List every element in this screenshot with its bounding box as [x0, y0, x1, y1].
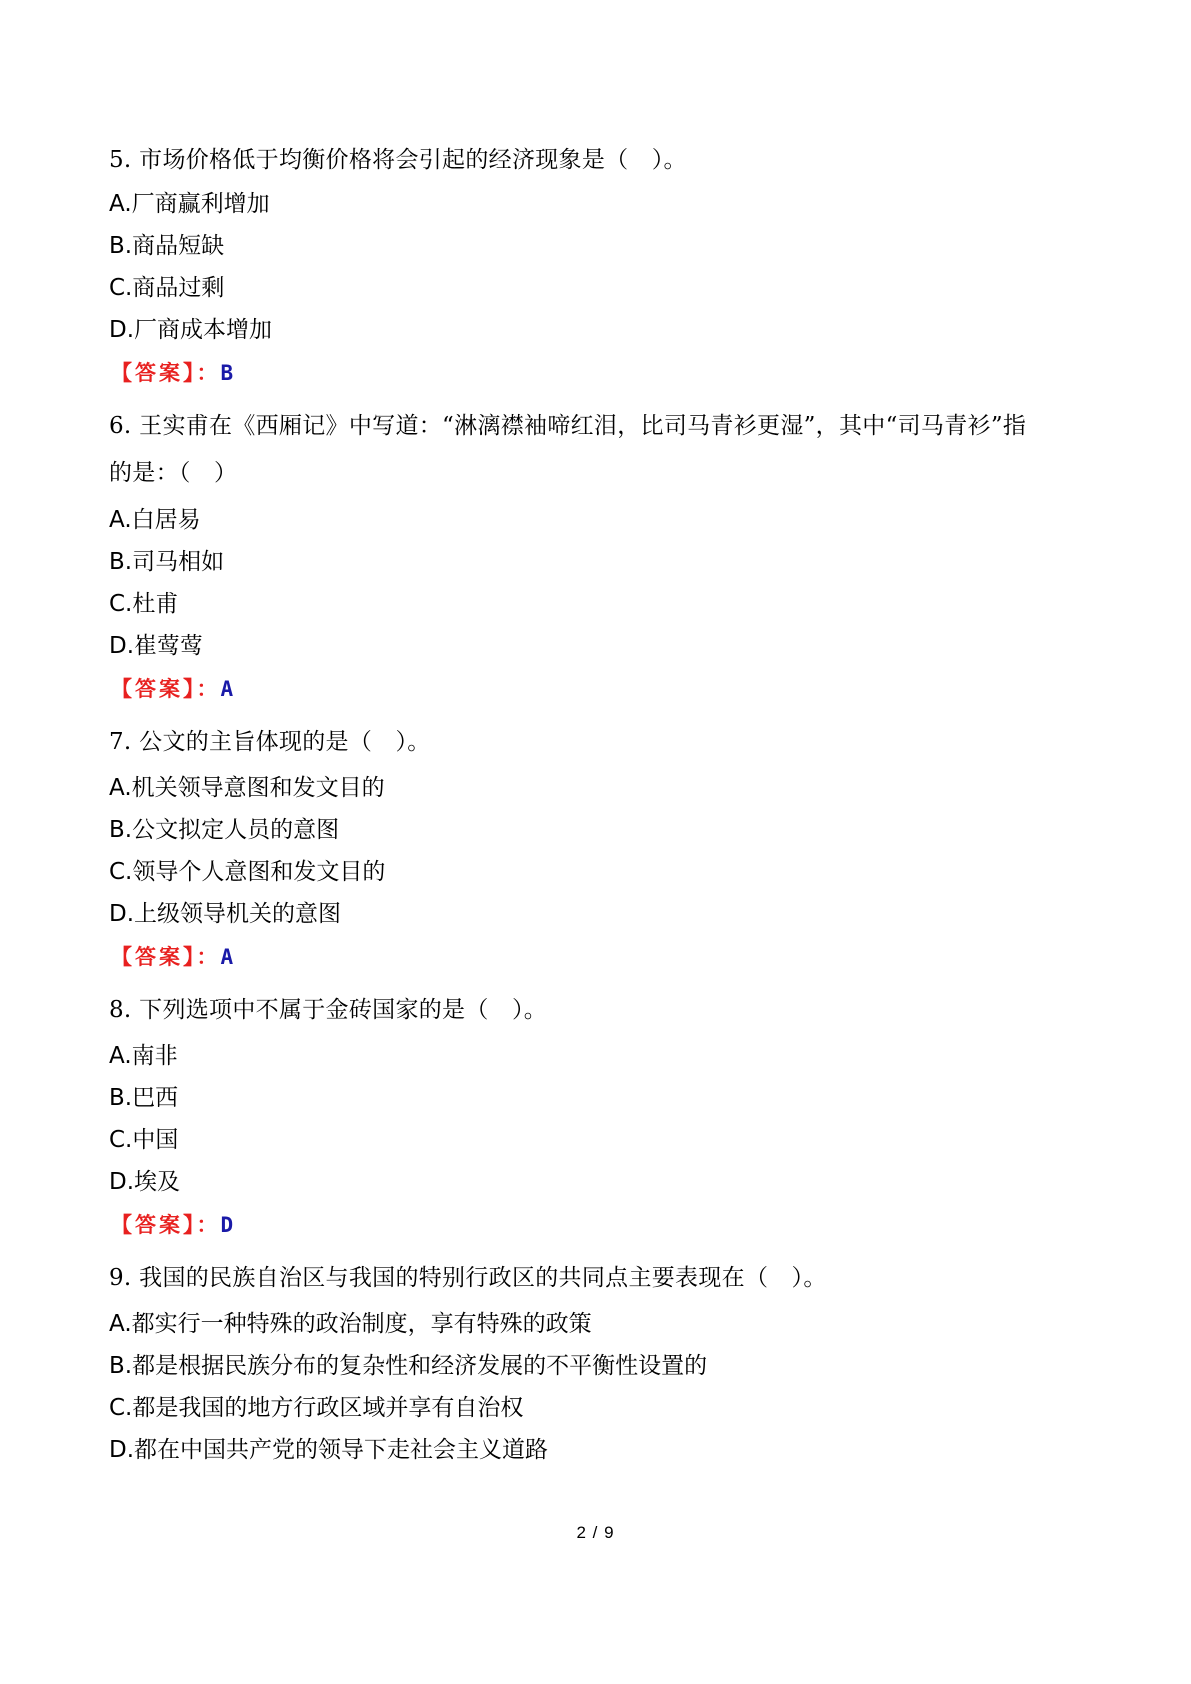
answer-label: 【答案】： [111, 677, 221, 701]
question-6-option-b: B.司马相如 [109, 549, 225, 575]
answer-label: 【答案】： [111, 1213, 221, 1237]
question-9-option-a: A.都实行一种特殊的政治制度，享有特殊的政策 [109, 1311, 592, 1337]
question-6-stem-line-2: 的是：（ ） [109, 460, 238, 486]
question-5-option-b: B.商品短缺 [109, 233, 225, 259]
question-7-option-a: A.机关领导意图和发文目的 [109, 775, 385, 801]
question-5-answer [111, 357, 236, 389]
question-7-option-d: D.上级领导机关的意图 [109, 901, 342, 927]
question-9-option-b: B.都是根据民族分布的复杂性和经济发展的不平衡性设置的 [109, 1353, 708, 1379]
question-5-option-a: A.厂商赢利增加 [109, 191, 270, 217]
question-8-option-d: D.埃及 [109, 1169, 181, 1195]
question-8-option-c: C.中国 [109, 1127, 179, 1153]
question-6-option-a: A.白居易 [109, 507, 201, 533]
answer-value: D [220, 1213, 237, 1237]
question-8-option-b: B.巴西 [109, 1085, 179, 1111]
question-7-option-b: B.公文拟定人员的意图 [109, 817, 340, 843]
question-7-stem: 7. 公文的主旨体现的是（ ）。 [109, 729, 431, 755]
question-8-answer [111, 1209, 236, 1241]
answer-value: B [220, 361, 237, 385]
question-5-option-d: D.厂商成本增加 [109, 317, 273, 343]
question-8-option-a: A.南非 [109, 1043, 178, 1069]
question-9-stem: 9. 我国的民族自治区与我国的特别行政区的共同点主要表现在（ ）。 [109, 1265, 827, 1291]
page-number: 2 / 9 [576, 1523, 615, 1542]
answer-label: 【答案】： [111, 945, 221, 969]
question-6-option-c: C.杜甫 [109, 591, 179, 617]
question-8-stem: 8. 下列选项中不属于金砖国家的是（ ）。 [109, 997, 548, 1023]
question-6-answer [111, 673, 236, 705]
question-9-option-c: C.都是我国的地方行政区域并享有自治权 [109, 1395, 524, 1421]
question-9-option-d: D.都在中国共产党的领导下走社会主义道路 [109, 1437, 549, 1463]
question-7-answer [111, 941, 236, 973]
question-7-option-c: C.领导个人意图和发文目的 [109, 859, 386, 885]
question-5-stem: 5. 市场价格低于均衡价格将会引起的经济现象是（ ）。 [109, 147, 687, 173]
answer-label: 【答案】： [111, 361, 221, 385]
answer-value: A [220, 945, 237, 969]
answer-value: A [220, 677, 237, 701]
question-6-option-d: D.崔莺莺 [109, 633, 204, 659]
question-6-stem-line-1: 6. 王实甫在《西厢记》中写道：“淋漓襟袖啼红泪，比司马青衫更湿”，其中“司马青衫”指 [109, 413, 1027, 439]
question-5-option-c: C.商品过剩 [109, 275, 225, 301]
